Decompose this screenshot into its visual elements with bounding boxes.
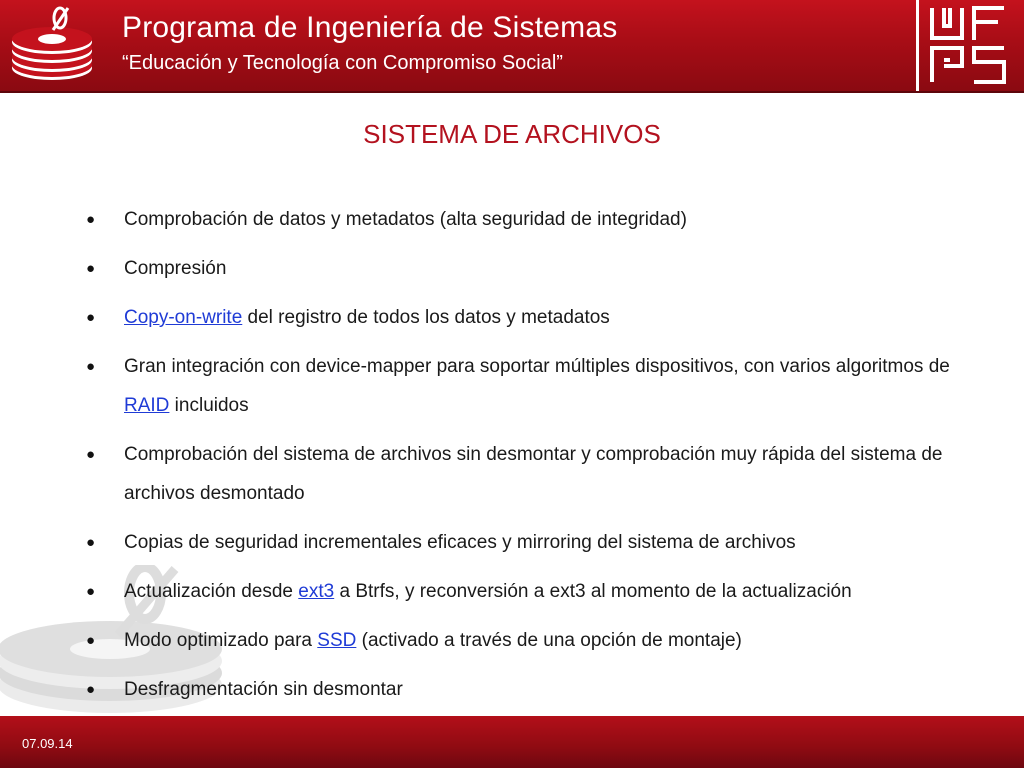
footer-bar — [0, 716, 1024, 768]
list-item-text: a Btrfs, y reconversión a ext3 al momento de la actualización — [334, 581, 852, 602]
list-item — [84, 298, 964, 337]
bullet-icon: ● — [86, 358, 96, 375]
program-logo-icon — [8, 4, 100, 88]
ext3-link[interactable]: ext3 — [298, 581, 335, 602]
list-item — [84, 347, 964, 425]
list-item-text: Gran integración con device-mapper para soportar múltiples dispositivos, con varios algoritmos de — [124, 356, 950, 377]
bullet-icon: ● — [86, 309, 96, 326]
list-item-text: Compresión — [124, 258, 227, 279]
bullet-icon: ● — [86, 446, 96, 463]
copy-on-write-link[interactable]: Copy-on-write — [124, 307, 243, 328]
bullet-icon: ● — [86, 681, 96, 698]
list-item — [84, 249, 964, 288]
list-item-text: Comprobación del sistema de archivos sin desmontar y comprobación muy rápida del sistema de archivos desmontado — [124, 444, 943, 504]
bullet-icon: ● — [86, 534, 96, 551]
feature-list — [84, 200, 964, 719]
list-item-text: (activado a través de una opción de montaje) — [356, 630, 742, 651]
bullet-icon: ● — [86, 260, 96, 277]
list-item-text: incluidos — [169, 395, 249, 416]
list-item — [84, 572, 964, 611]
slide-date: 07.09.14 — [22, 736, 73, 751]
list-item — [84, 670, 964, 709]
ufps-logo-icon — [928, 4, 1008, 86]
list-item — [84, 523, 964, 562]
bullet-icon: ● — [86, 211, 96, 228]
program-title: Programa de Ingeniería de Sistemas — [122, 11, 618, 44]
list-item-text: Modo optimizado para — [124, 630, 318, 651]
list-item-text: Desfragmentación sin desmontar — [124, 679, 403, 700]
ssd-link[interactable]: SSD — [317, 630, 357, 651]
bullet-icon: ● — [86, 583, 96, 600]
raid-link[interactable]: RAID — [124, 395, 170, 416]
program-subtitle: “Educación y Tecnología con Compromiso Social” — [122, 52, 563, 74]
list-item — [84, 621, 964, 660]
list-item-text: Comprobación de datos y metadatos (alta seguridad de integridad) — [124, 209, 687, 230]
list-item-text: Actualización desde — [124, 581, 299, 602]
list-item — [84, 200, 964, 239]
header-divider — [916, 0, 919, 91]
list-item-text: Copias de seguridad incrementales eficaces y mirroring del sistema de archivos — [124, 532, 796, 553]
bullet-icon: ● — [86, 632, 96, 649]
header-bar — [0, 0, 1024, 93]
list-item — [84, 435, 964, 513]
list-item-text: del registro de todos los datos y metadatos — [242, 307, 610, 328]
slide-title: SISTEMA DE ARCHIVOS — [363, 119, 661, 149]
